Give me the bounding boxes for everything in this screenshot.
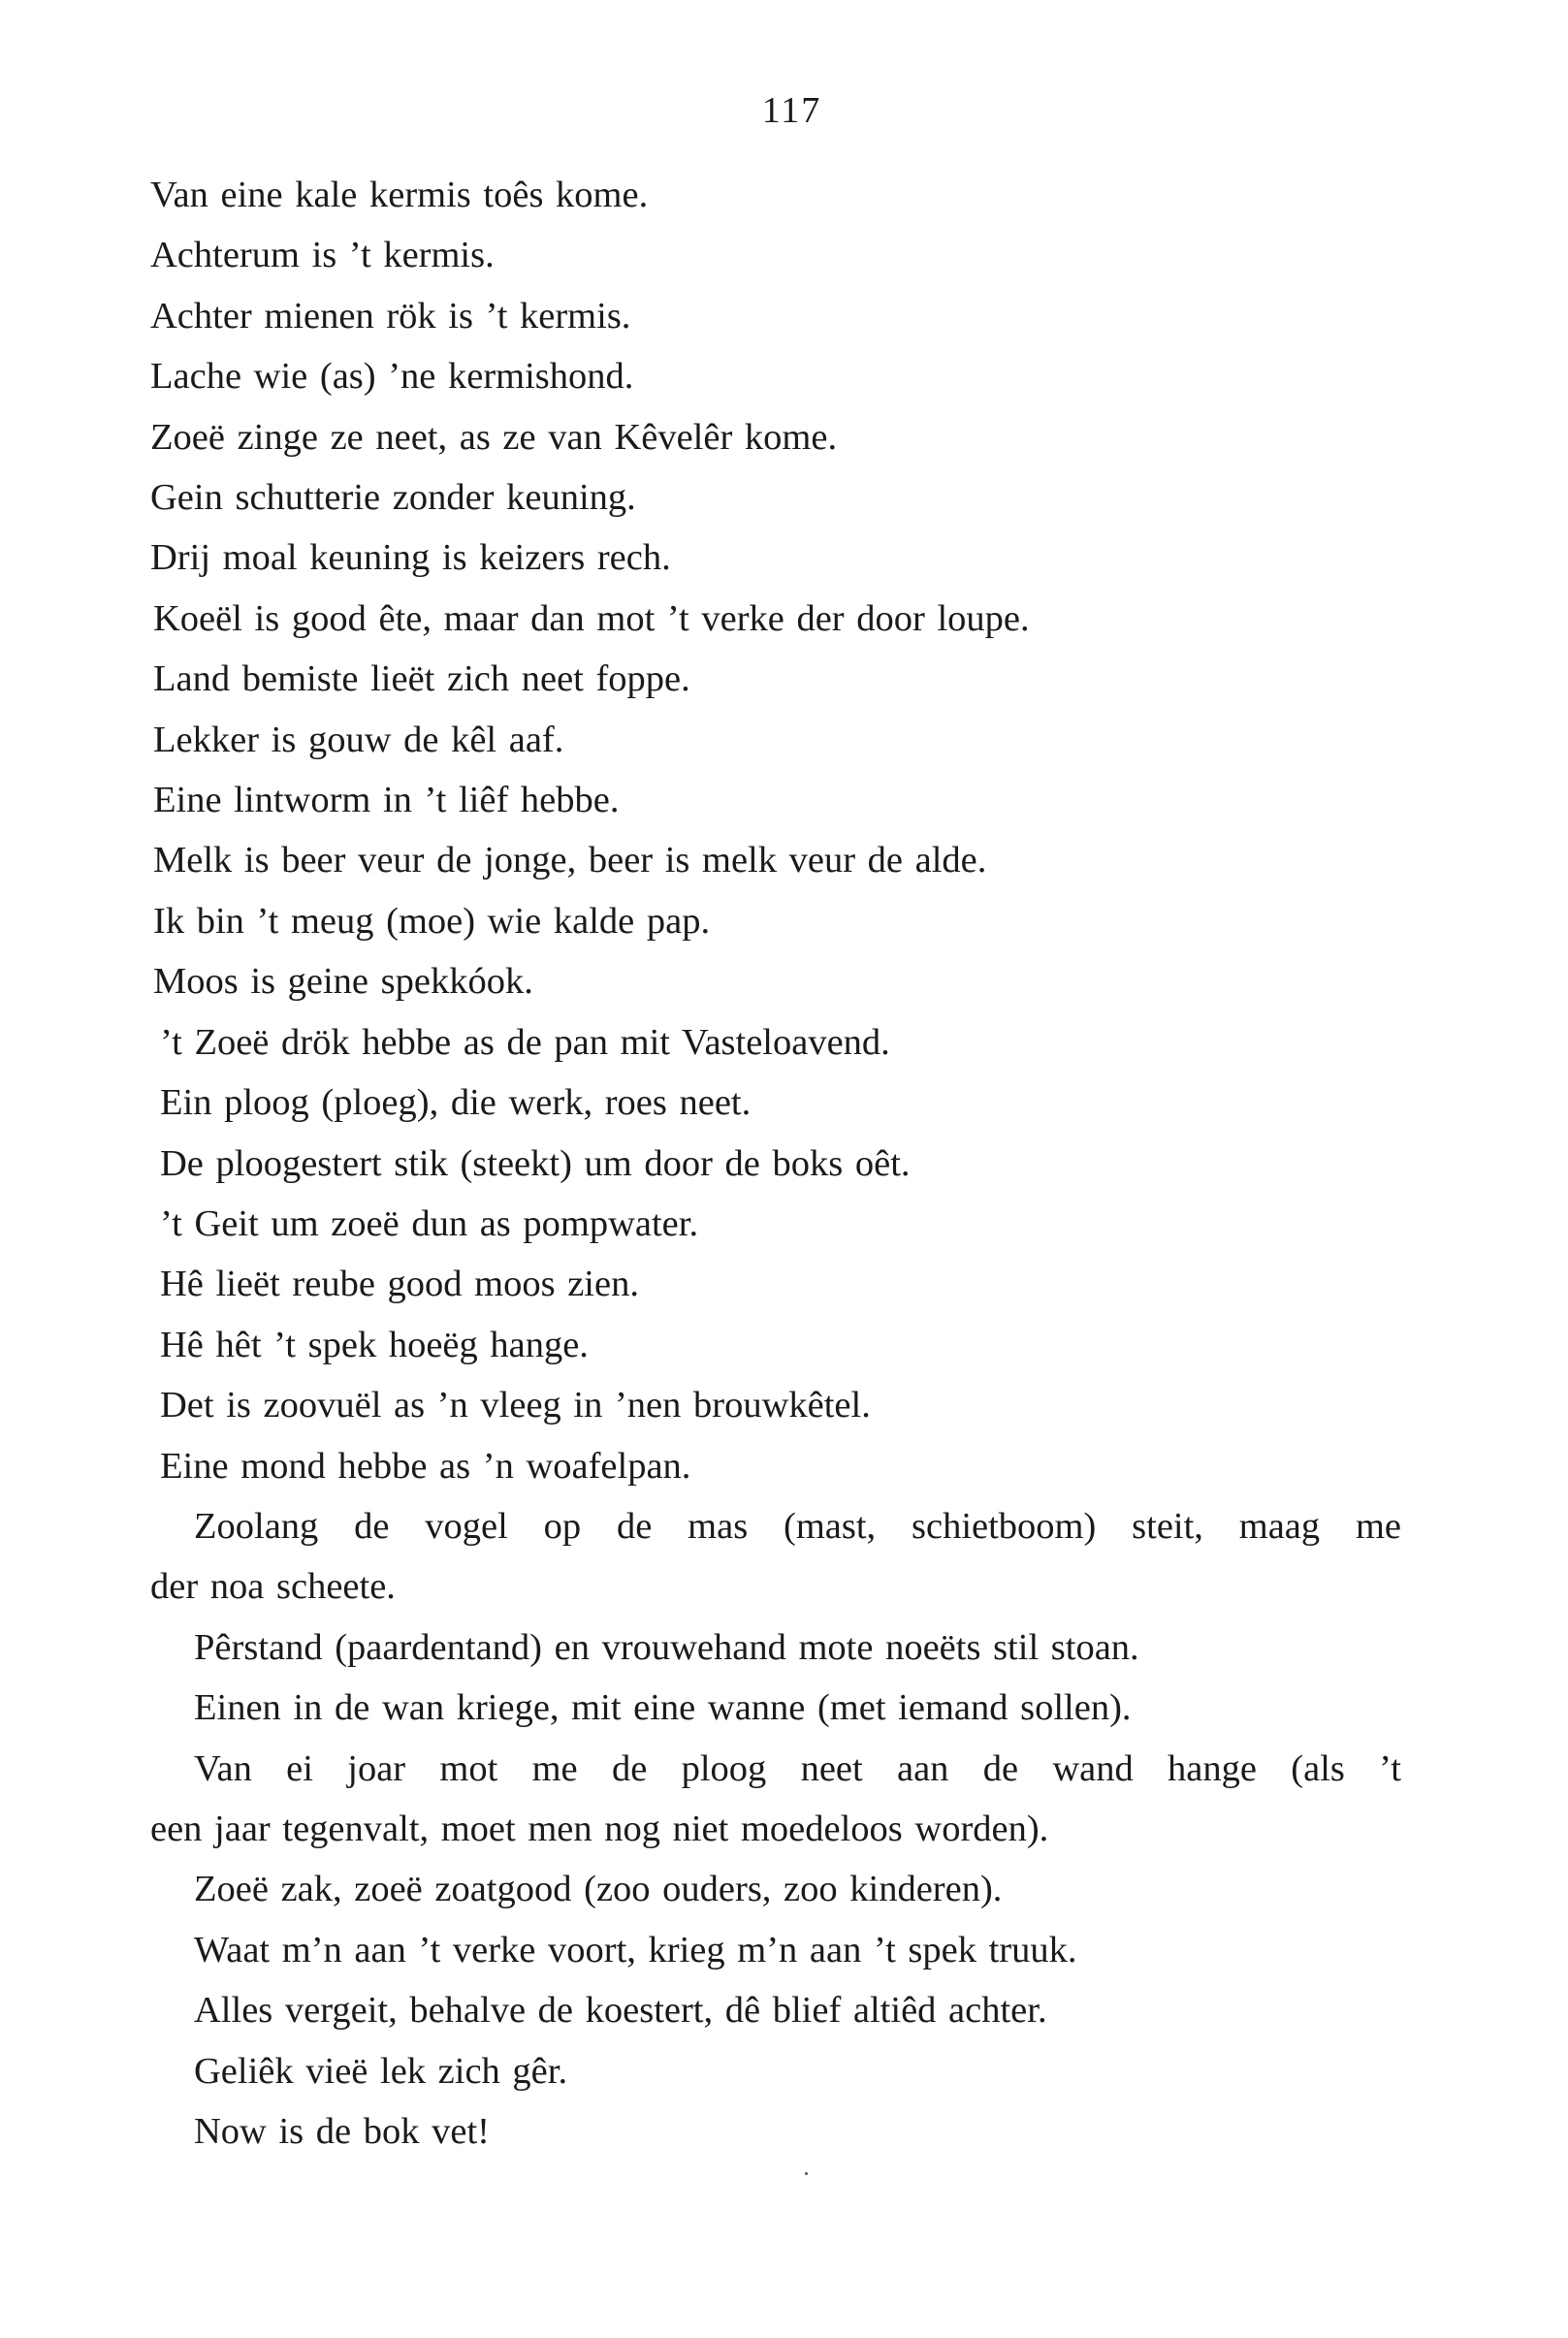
proverb-line: Hê hêt ’t spek hoeëg hange. xyxy=(160,1324,589,1365)
proverb-line: Achter mienen rök is ’t kermis. xyxy=(150,295,631,336)
proverb-line: Eine mond hebbe as ’n woafelpan. xyxy=(160,1445,691,1487)
proverb-line: Ein ploog (ploeg), die werk, roes neet. xyxy=(160,1082,752,1124)
proverb-line: Drij moal keuning is keizers rech. xyxy=(150,537,671,579)
proverb-line: Lekker is gouw de kêl aaf. xyxy=(153,719,564,760)
proverb-line: Zoeë zinge ze neet, as ze van Kêvelêr kome. xyxy=(150,416,838,458)
proverb-line: Koeël is good ête, maar dan mot ’t verke der door loupe. xyxy=(153,597,1030,639)
proverb-line: Gein schutterie zonder keuning. xyxy=(150,477,636,519)
proverb-list xyxy=(150,165,1401,2162)
proverb-line: Alles vergeit, behalve de koestert, dê blief altiêd achter. xyxy=(194,1990,1047,2032)
proverb-line: Zoolang de vogel op de mas (mast, schietboom) steit, maag me xyxy=(194,1505,1401,1547)
proverb-line: Van eine kale kermis toês kome. xyxy=(150,175,649,215)
proverb-line: Moos is geine spekkóok. xyxy=(153,961,533,1003)
proverb-line: Ik bin ’t meug (moe) wie kalde pap. xyxy=(153,900,711,942)
proverb-line: Eine lintworm in ’t liêf hebbe. xyxy=(153,780,620,821)
proverb-line: Now is de bok vet! xyxy=(194,2111,490,2152)
proverb-line: Det is zoovuël as ’n vleeg in ’nen brouwkêtel. xyxy=(160,1385,871,1426)
proverb-line: Hê lieët reube good moos zien. xyxy=(160,1264,639,1305)
proverb-line: Geliêk vieë lek zich gêr. xyxy=(194,2050,568,2092)
proverb-line: Melk is beer veur de jonge, beer is melk veur de alde. xyxy=(153,840,987,881)
print-speck xyxy=(805,2172,808,2175)
page-number: 117 xyxy=(761,90,822,131)
proverb-line: De ploogestert stik (steekt) um door de boks oêt. xyxy=(160,1142,911,1184)
proverb-line: Einen in de wan kriege, mit eine wanne (met iemand sollen). xyxy=(194,1687,1132,1729)
proverb-line: Pêrstand (paardentand) en vrouwehand mote noeëts stil stoan. xyxy=(194,1626,1139,1668)
proverb-line-continued: der noa scheete. xyxy=(150,1566,396,1608)
proverb-line: ’t Geit um zoeë dun as pompwater. xyxy=(160,1202,699,1244)
proverb-line: ’t Zoeë drök hebbe as de pan mit Vasteloavend. xyxy=(160,1021,890,1063)
proverb-line-continued: een jaar tegenvalt, moet men nog niet moedeloos worden). xyxy=(150,1808,1049,1849)
proverb-line: Achterum is ’t kermis. xyxy=(150,235,495,276)
proverb-line: Van ei joar mot me de ploog neet aan de wand hange (als ’t xyxy=(194,1747,1401,1789)
proverb-line: Waat m’n aan ’t verke voort, krieg m’n aan ’t spek truuk. xyxy=(194,1929,1077,1970)
proverb-line: Land bemiste lieët zich neet foppe. xyxy=(153,658,690,700)
proverb-line: Lache wie (as) ’ne kermishond. xyxy=(150,356,634,398)
proverb-line: Zoeë zak, zoeë zoatgood (zoo ouders, zoo kinderen). xyxy=(194,1869,1003,1910)
